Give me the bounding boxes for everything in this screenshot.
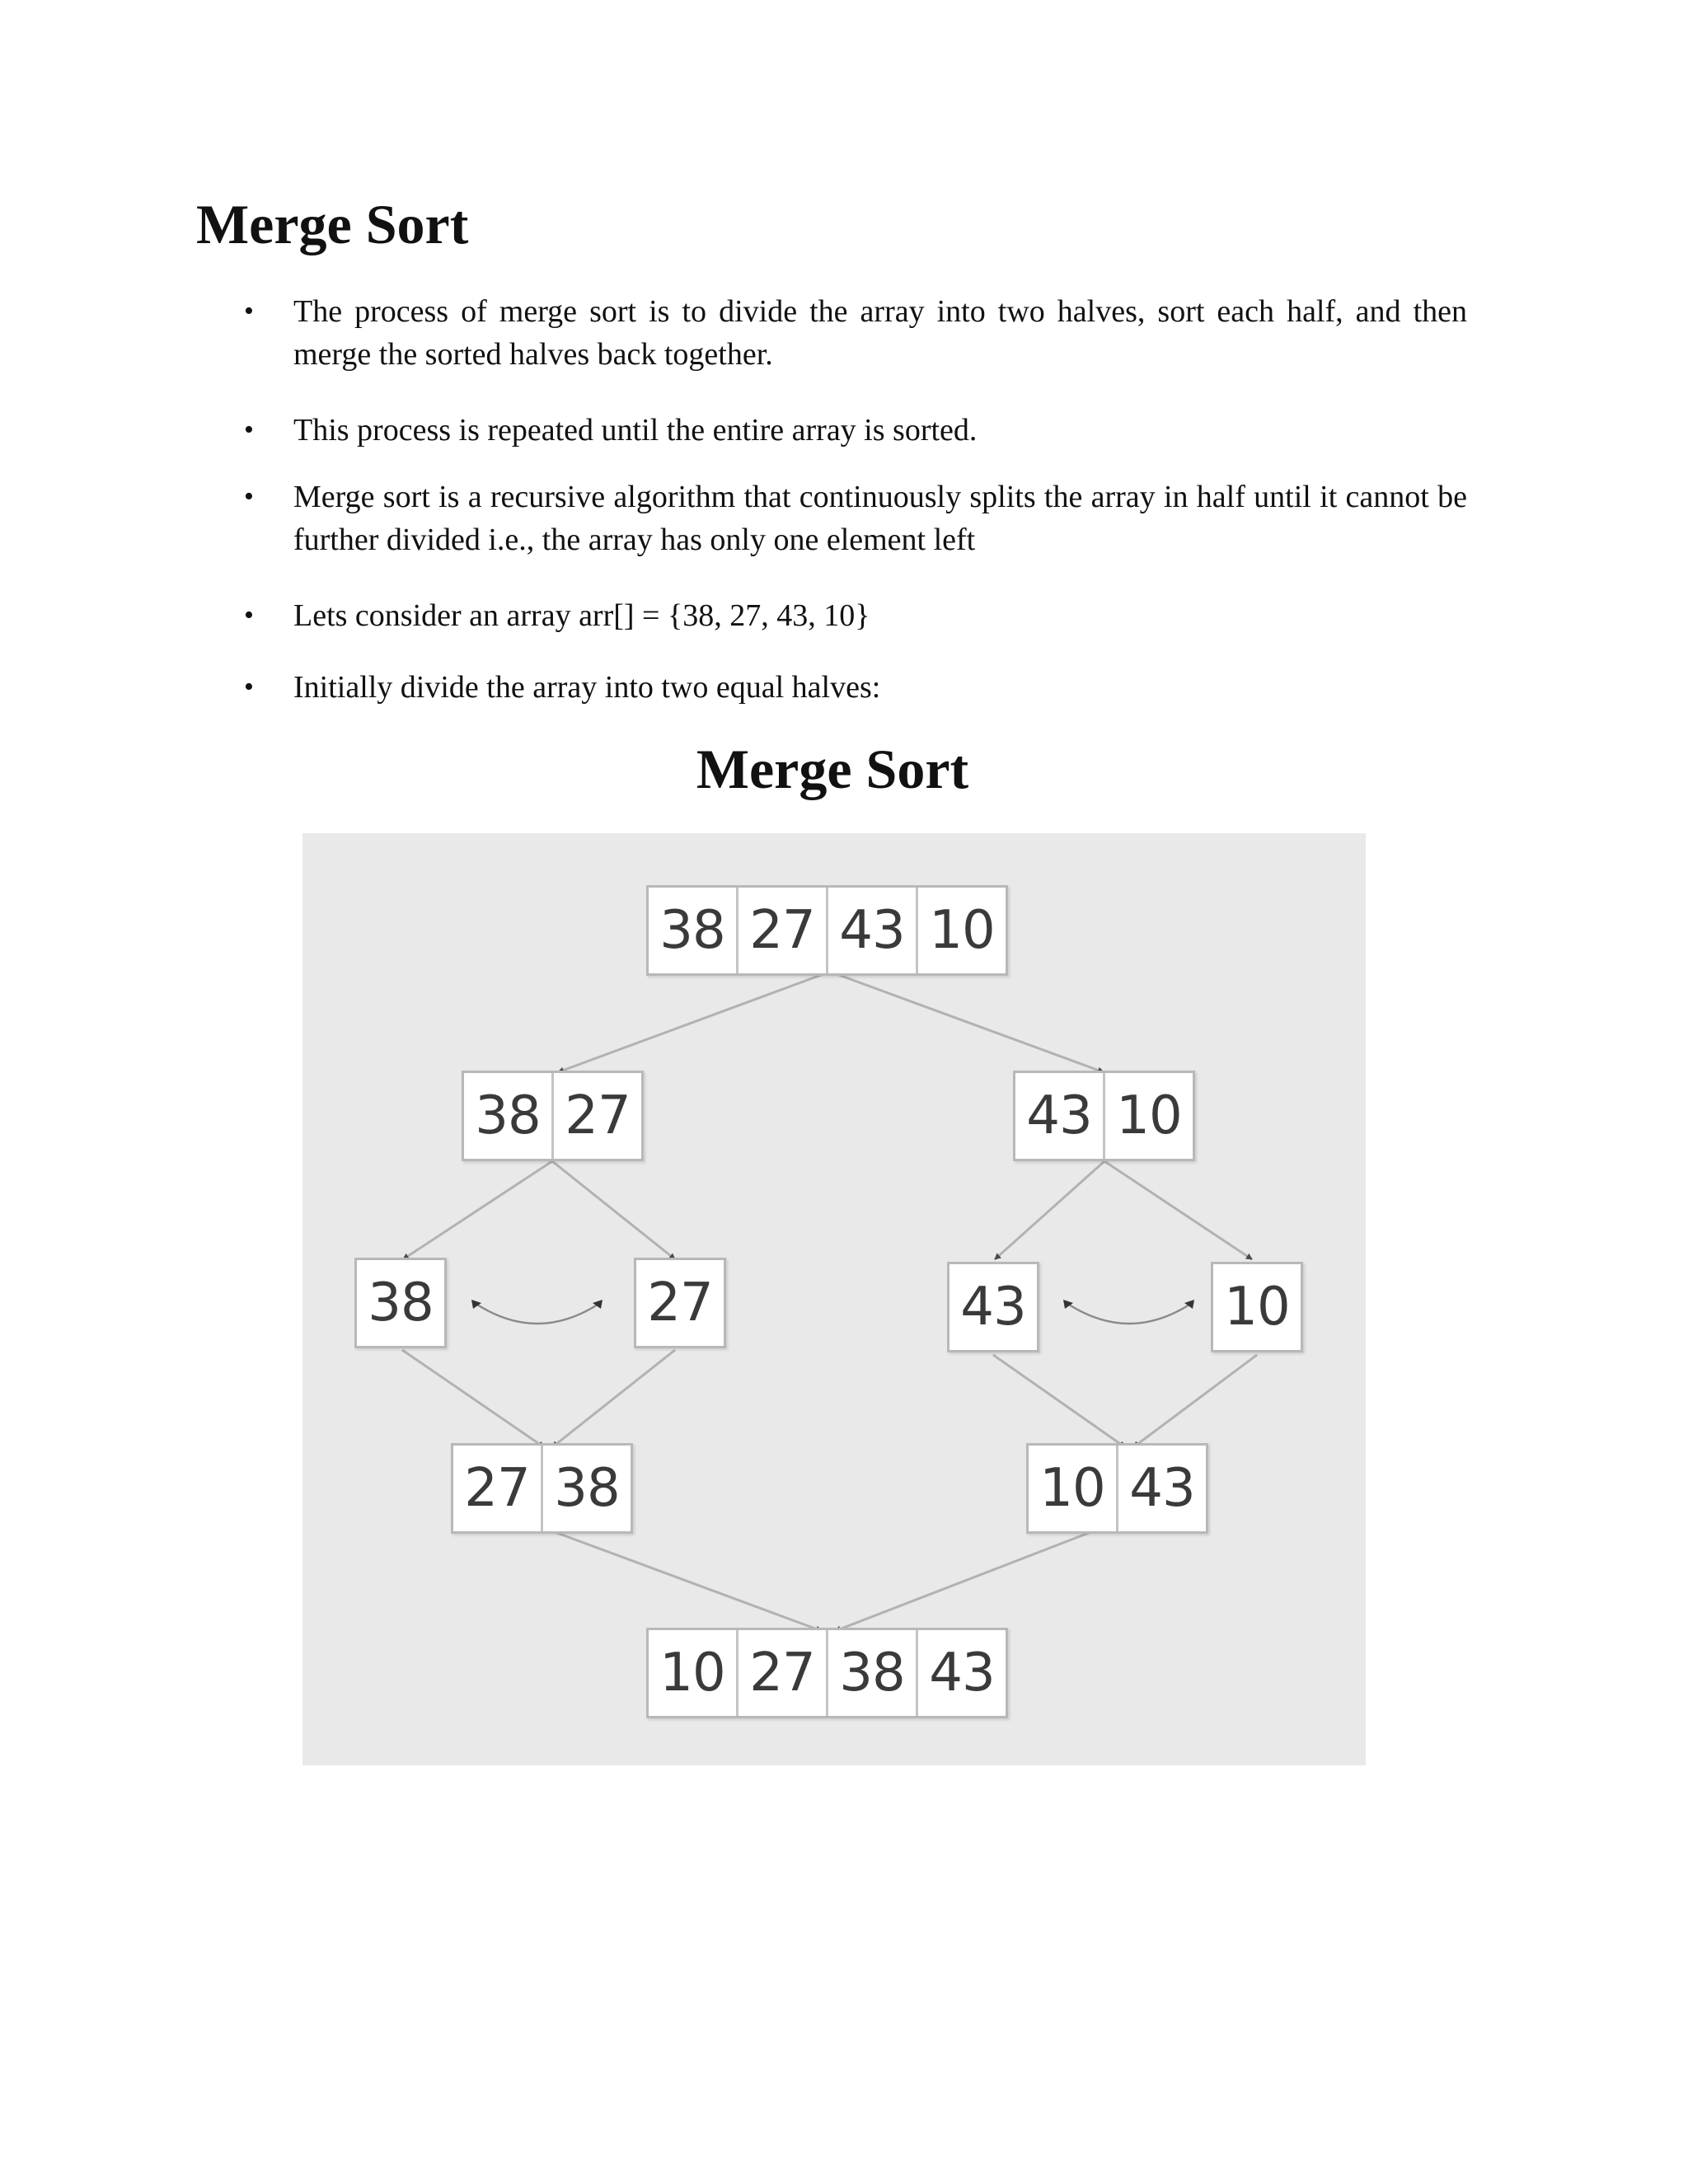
- array-cell: 27: [453, 1446, 543, 1531]
- bullet-text: Merge sort is a recursive algorithm that continuously splits the array in half until it cannot be further divided i.e., the array has only one element left: [293, 480, 1467, 557]
- array-cell: 27: [565, 1085, 631, 1146]
- array-box-leaf: [634, 1258, 726, 1348]
- array-cell: 10: [929, 900, 995, 961]
- array-cell: 27: [738, 1630, 828, 1716]
- bullet-text: Initially divide the array into two equal halves:: [293, 670, 881, 705]
- figure-title: Merge Sort: [696, 738, 969, 800]
- array-cell: 43: [1015, 1073, 1105, 1159]
- page-title: Merge Sort: [196, 193, 469, 255]
- merge-arrow: [542, 1527, 822, 1631]
- array-box-result: [646, 1628, 1008, 1718]
- list-item: [244, 476, 1467, 561]
- bullet-text: The process of merge sort is to divide the array into two halves, sort each half, and then merge the sorted halves back together.: [293, 294, 1467, 372]
- array-cell: 43: [1129, 1458, 1195, 1519]
- bullet-marker: •: [244, 672, 254, 702]
- array-cell: 27: [738, 888, 828, 973]
- merge-arrow: [835, 1527, 1104, 1631]
- array-box-right-half: [1013, 1071, 1195, 1161]
- array-box-leaf: [1211, 1262, 1303, 1352]
- bullet-marker: •: [244, 481, 254, 512]
- array-cell: 38: [464, 1073, 554, 1159]
- split-arrow: [403, 1161, 552, 1259]
- array-box-leaf: [947, 1262, 1039, 1352]
- array-cell: 43: [929, 1643, 995, 1704]
- array-box-left-half: [462, 1071, 644, 1161]
- split-arrow: [1104, 1161, 1252, 1259]
- array-cell: 38: [828, 1630, 918, 1716]
- array-box-merged-left: [451, 1443, 633, 1534]
- merge-arrow: [1133, 1355, 1257, 1447]
- array-cell: 27: [647, 1272, 713, 1333]
- merge-arrow: [993, 1355, 1125, 1447]
- array-cell: 38: [649, 888, 738, 973]
- split-arrow: [830, 972, 1104, 1072]
- array-box-root: [646, 885, 1008, 976]
- array-box-leaf: [354, 1258, 447, 1348]
- bullet-marker: •: [244, 415, 254, 445]
- split-arrow: [995, 1161, 1104, 1259]
- list-item: [244, 594, 1467, 637]
- bullet-marker: •: [244, 296, 254, 326]
- list-item: [244, 409, 1467, 452]
- array-cell: 10: [1116, 1085, 1182, 1146]
- array-cell: 38: [554, 1458, 620, 1519]
- bullet-marker: •: [244, 600, 254, 630]
- array-cell: 38: [368, 1272, 434, 1333]
- split-arrow: [552, 1161, 675, 1259]
- array-cell: 43: [960, 1277, 1026, 1338]
- array-cell: 10: [649, 1630, 738, 1716]
- merge-arrow: [552, 1350, 675, 1447]
- array-cell: 43: [828, 888, 918, 973]
- swap-curve: [1069, 1305, 1189, 1324]
- list-item: [244, 290, 1467, 376]
- list-item: [244, 666, 1467, 709]
- merge-sort-diagram: [302, 833, 1366, 1765]
- bullet-text: This process is repeated until the entire array is sorted.: [293, 413, 978, 448]
- merge-arrow: [402, 1350, 544, 1447]
- array-cell: 10: [1224, 1277, 1290, 1338]
- bullet-text: Lets consider an array arr[] = {38, 27, 43, 10}: [293, 598, 870, 633]
- split-arrow: [558, 972, 830, 1072]
- array-cell: 10: [1029, 1446, 1118, 1531]
- swap-curve: [477, 1305, 598, 1324]
- array-box-merged-right: [1026, 1443, 1208, 1534]
